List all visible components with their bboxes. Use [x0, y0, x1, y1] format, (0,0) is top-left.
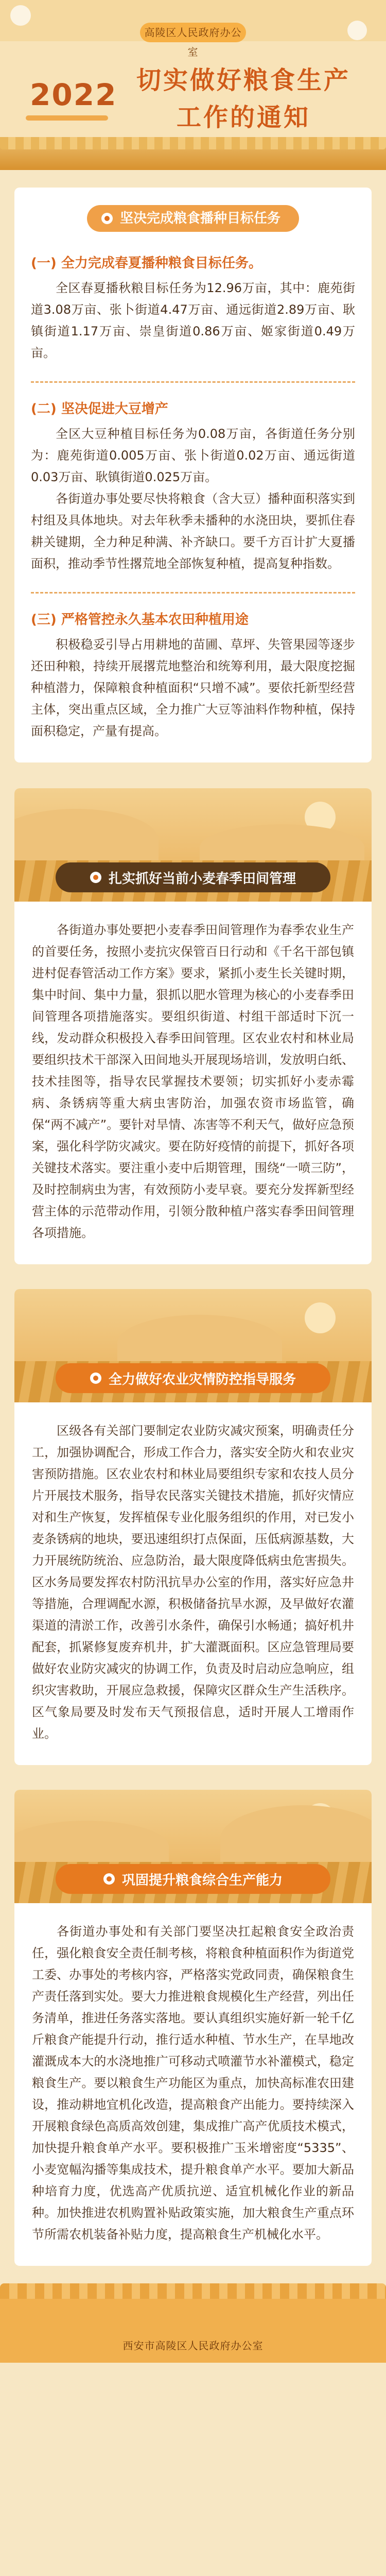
section-body — [14, 1402, 372, 1765]
section-heading-pill — [56, 1864, 330, 1894]
footer-issuer: 西安市高陵区人民政府办公室 — [122, 2340, 264, 2352]
section-banner-image — [14, 1289, 372, 1402]
section-heading-text: 全力做好农业灾情防控指导服务 — [108, 1371, 296, 1387]
section-body — [14, 1903, 372, 2266]
paragraph: 全区大豆种植目标任务为0.08万亩，各街道任务分别为：鹿苑街道0.005万亩、张卜街道0.02万亩、通远街道0.03万亩、耿镇街道0.025万亩。 — [31, 427, 355, 484]
title-line-2: 工作的通知 — [176, 103, 310, 132]
section-production-capacity — [14, 1790, 372, 2266]
subsection-title: (三) 严格管控永久基本农田种植用途 — [31, 612, 249, 628]
sun-decoration-icon — [305, 1302, 336, 1333]
paragraph: 区级各有关部门要制定农业防灾减灾预案，明确责任分工，加强协调配合，形成工作合力，落实安全防火和农业灾害预防措施。区农业农村和林业局要组织专家和农技人员分片开展技术服务，指导农民落实关键技术措施，抓好灾情应对和生产恢复，发挥植保专业化服务组织的作用，对已发小麦条锈病的地块，要迅速组织打点保面，压低病源基数，大力开展统防统治、应急防治，最大限度降低病虫危害损失。区水务局要发挥农村防汛抗旱办公室的作用，落实好应急井等措施，合理调配水源，积极储备抗旱水源，及早做好农灌渠道的清淤工作，改善引水条件，确保引水畅通；搞好机井配套，抓紧修复废弃机井，扩大灌溉面积。区应急管理局要做好农业防灾减灾的协调工作，负责及时启动应急响应，组织灾害救助，开展应急救援，保障灾区群众生产生活秩序。区气象局要及时发布天气预报信息，适时开展人工增雨作业。 — [32, 1423, 354, 1741]
page-header — [0, 0, 386, 170]
section-heading-pill — [56, 1363, 330, 1393]
subsection-title: (二) 坚决促进大豆增产 — [31, 401, 168, 417]
section-heading-text: 巩固提升粮食综合生产能力 — [121, 1872, 283, 1888]
sun-decoration-icon — [347, 21, 367, 40]
paragraph: 各街道办事处和有关部门要坚决扛起粮食安全政治责任，强化粮食安全责任制考核，将粮食种植面积作为街道党工委、办事处的考核内容，严格落实党政同责，确保粮食生产责任落到实处。要大力推进粮食规模化生产经营，列出任务清单，推进任务落实落地。要认真组织实施好新一轮千亿斤粮食产能提升行动，推行适水种植、节水生产，在旱地改灌溉成本大的水浇地推广可移动式喷灌节水补灌模式，稳定粮食生产。要以粮食生产功能区为重点，加快高标准农田建设，推动耕地宜机化改造，提高粮食产出能力。要持续深入开展粮食绿色高质高效创建，集成推广高产优质技术模式，加快提升粮食单产水平。要积极推广玉米增密度“5335”、小麦宽幅沟播等集成技术，提升粮食单产水平。要加大新品种培育力度，优选高产优质抗逆、适宜机械化作业的新品种。加快推进农机购置补贴政策实施，加大粮食生产重点环节所需农机装备补贴力度，提高粮食生产机械化水平。 — [32, 1924, 354, 2242]
section-sowing-targets — [14, 188, 372, 762]
bullet-icon — [103, 1873, 115, 1885]
section-banner-image — [14, 1790, 372, 1903]
bullet-icon — [90, 1372, 101, 1384]
page-footer — [0, 2296, 386, 2363]
issuer-badge: 高陵区人民政府办公室 — [140, 23, 246, 42]
section-heading-pill — [87, 205, 299, 232]
paragraph: 各街道办事处要把小麦春季田间管理作为春季农业生产的首要任务，按照小麦抗灾保管百日行动和《千名干部包镇进村促春管活动工作方案》要求，紧抓小麦生长关键时期，集中时间、集中力量，狠抓以肥水管理为核心的小麦春季田间管理各项措施落实。要组织街道、村组干部适时下沉一线，发动群众积极投入春季田间管理。区农业农村和林业局要组织技术干部深入田间地头开展现场培训，发放明白纸、技术挂图等，指导农民掌握技术要领；切实抓好小麦赤霉病、条锈病等重大病虫害防治，加强农资市场监管，确保“两不减产”。要针对旱情、冻害等不利天气，做好应急预案，强化科学防灾减灾。要在防好疫情的前提下，抓好各项关键技术落实。要注重小麦中后期管理，围绕“一喷三防”，及时控制病虫为害，有效预防小麦早衰。要充分发挥新型经营主体的示范带动作用，引领分散种植户落实春季田间管理各项措施。 — [32, 923, 354, 1240]
section-banner-image — [14, 788, 372, 902]
section-heading — [31, 205, 355, 232]
page-title — [122, 62, 364, 136]
dashed-divider — [31, 592, 355, 594]
year-underline — [26, 115, 108, 121]
section-heading-text: 坚决完成粮食播种目标任务 — [119, 211, 280, 226]
paragraph: 积极稳妥引导占用耕地的苗圃、草坪、失管果园等逐步还田种粮，持续开展撂荒地整治和统筹利用，最大限度挖掘种植潜力，保障粮食种植面积“只增不减”。要依托新型经营主体，突出重点区域，全力推广大豆等油料作物种植，保持面积稳定，产量有提高。 — [31, 637, 355, 738]
section-body — [14, 902, 372, 1264]
year-label: 2022 — [30, 77, 117, 112]
title-line-1: 切实做好粮食生产 — [136, 66, 350, 95]
subsection-title: (一) 全力完成春夏播种粮食目标任务。 — [31, 256, 262, 271]
bullet-icon — [90, 872, 101, 883]
dashed-divider — [31, 381, 355, 383]
bullet-icon — [101, 213, 113, 224]
paragraph: 全区春夏播秋粮目标任务为12.96万亩，其中：鹿苑街道3.08万亩、张卜街道4.47万亩、通远街道2.89万亩、耿镇街道1.17万亩、崇皇街道0.86万亩、姬家街道0.49万亩。 — [31, 281, 355, 360]
section-wheat-management — [14, 788, 372, 1264]
section-heading-text: 扎实抓好当前小麦春季田间管理 — [108, 871, 296, 887]
wheat-field-decoration — [0, 146, 386, 170]
sun-decoration-icon — [10, 5, 31, 26]
section-heading-pill — [56, 862, 330, 892]
paragraph: 各街道办事处要尽快将粮食（含大豆）播种面积落实到村组及具体地块。对去年秋季未播种的水浇田块，要抓住春耕关键期，全力种足种满、补齐缺口。要千方百计扩大夏播面积，推动季节性撂荒地全部恢复种植，提高复种指数。 — [31, 492, 355, 571]
section-disaster-prevention — [14, 1289, 372, 1765]
